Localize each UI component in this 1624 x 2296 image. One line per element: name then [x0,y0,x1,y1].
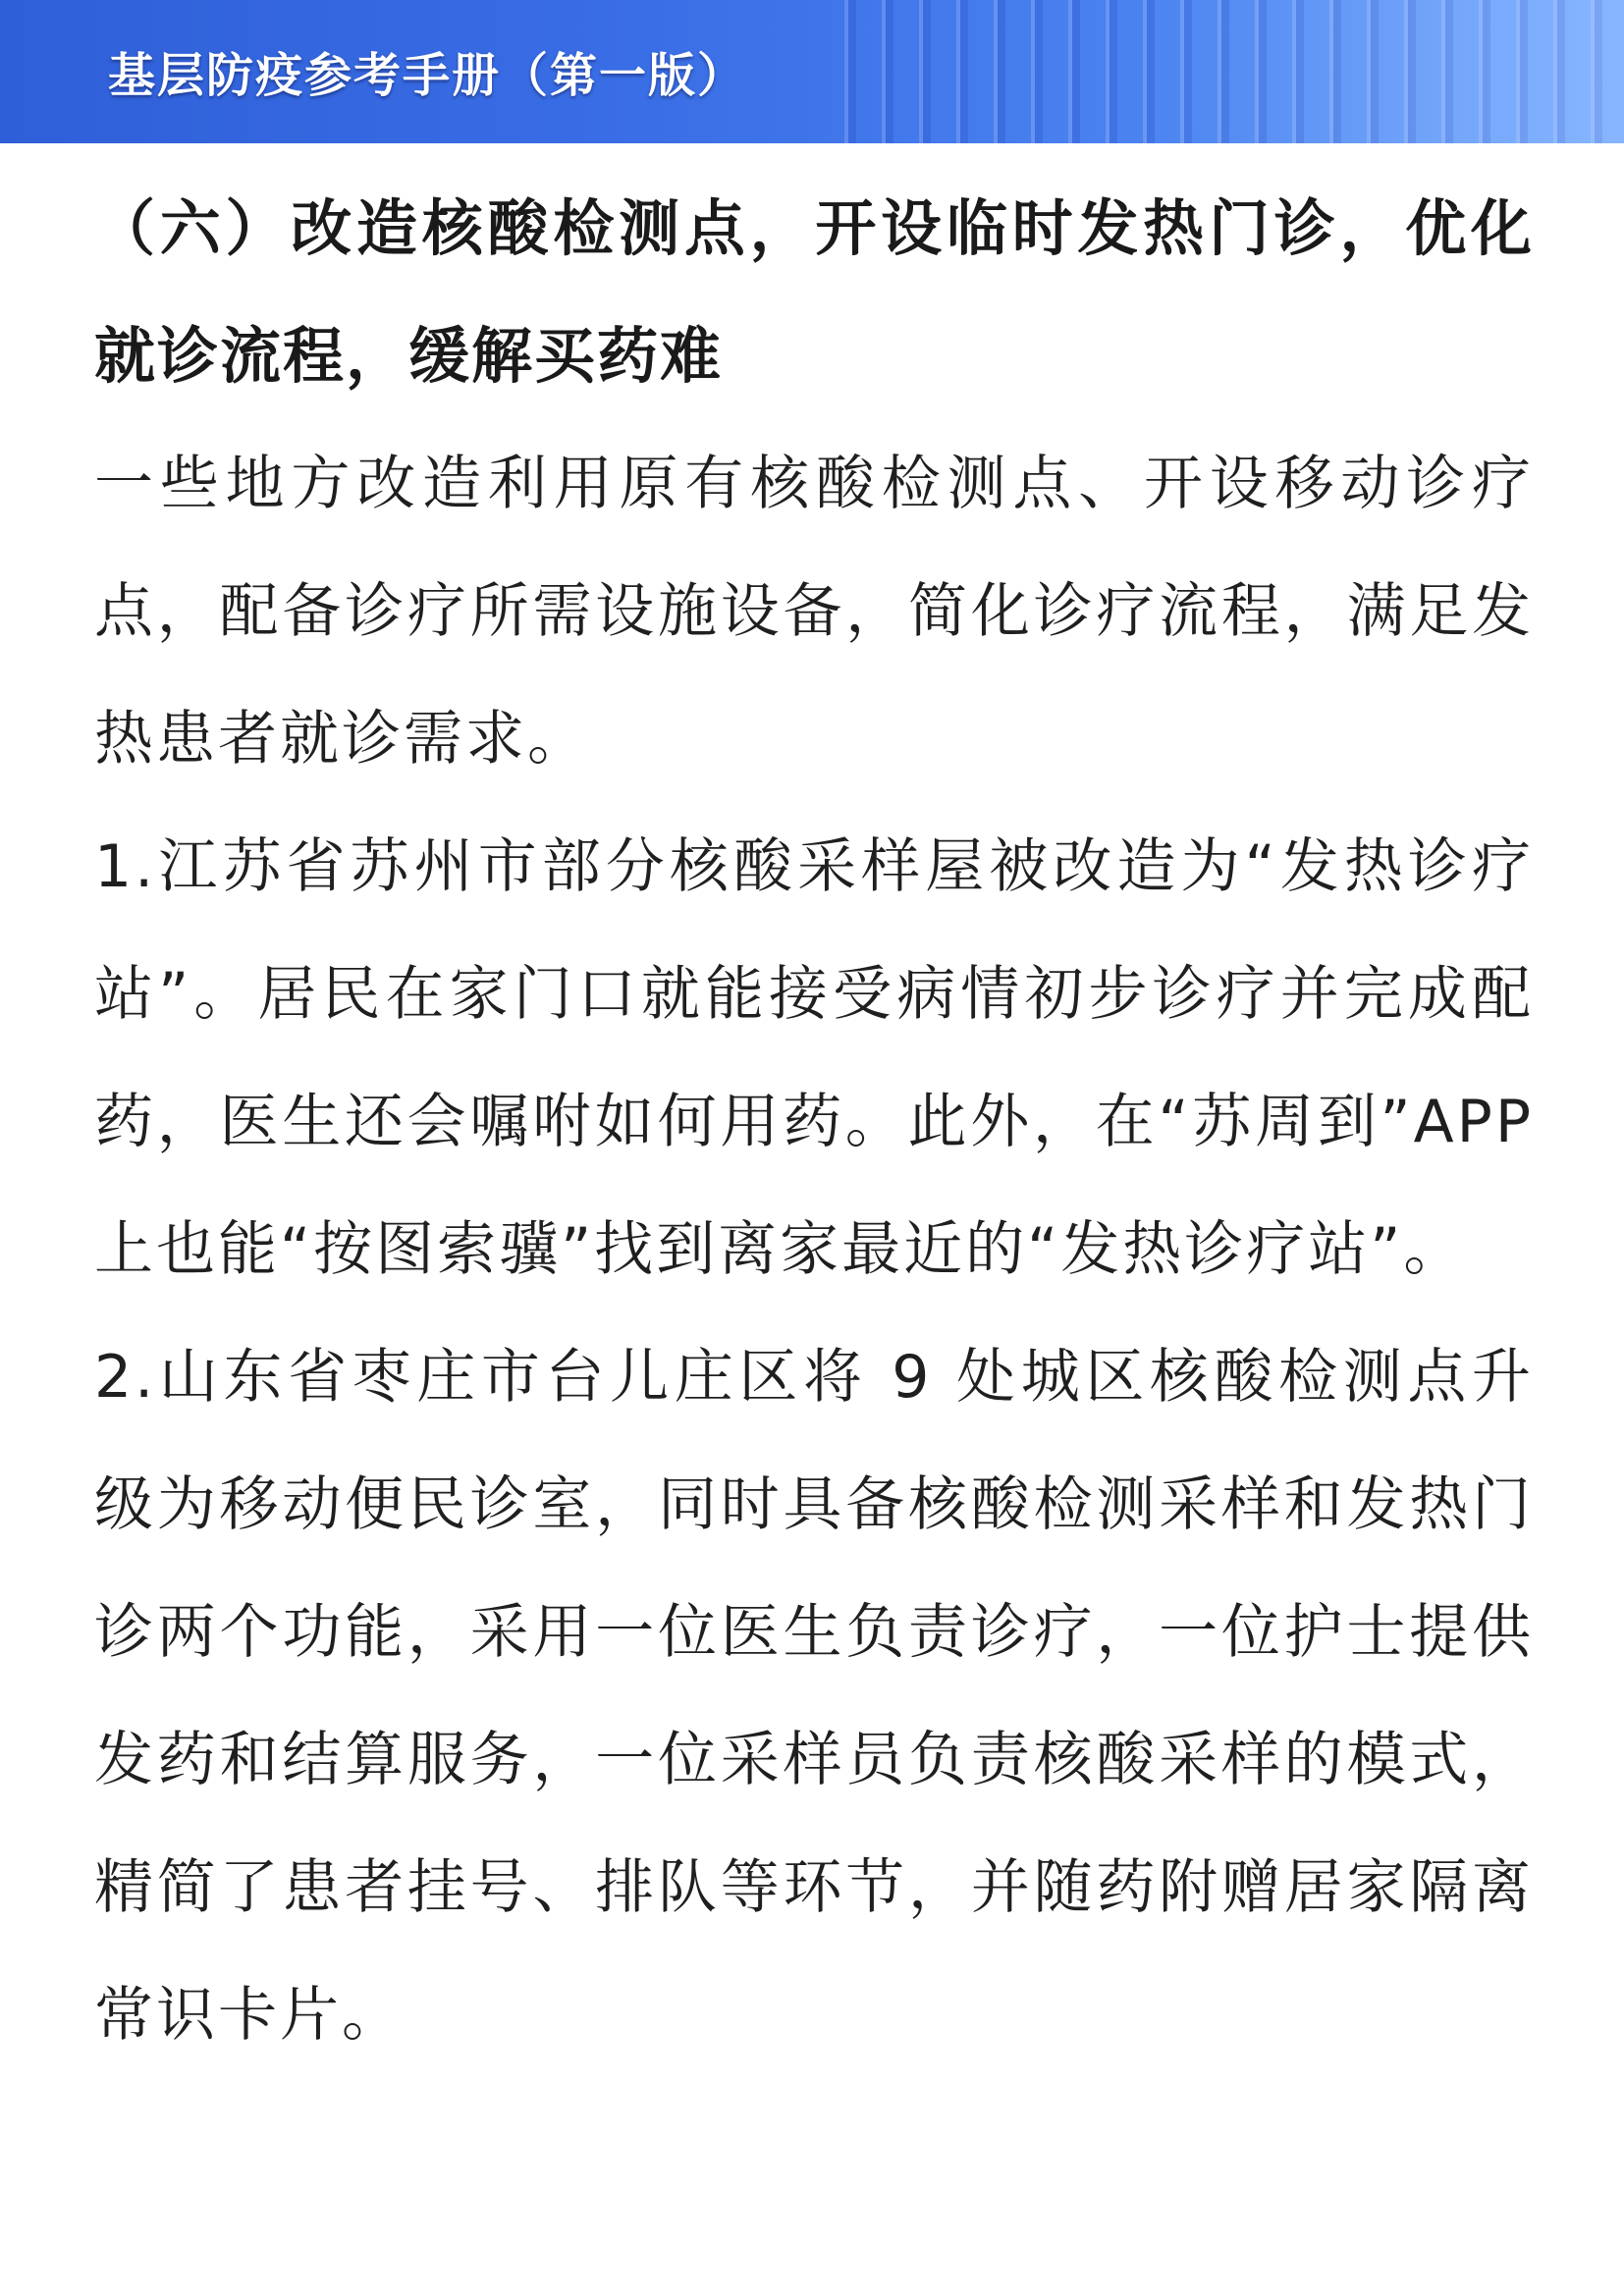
list-item: 2.山东省枣庄市台儿庄区将 9 处城区核酸检测点升级为移动便民诊室，同时具备核酸检测采样和发热门诊两个功能，采用一位医生负责诊疗，一位护士提供发药和结算服务，一位采样员负责核酸采样的模式，精简了患者挂号、排队等环节，并随药附赠居家隔离常识卡片。 [94,1343,1534,2050]
header-glow [1133,0,1624,143]
section-heading: （六）改造核酸检测点，开设临时发热门诊，优化就诊流程，缓解买药难 [94,192,1534,392]
intro-paragraph: 一些地方改造利用原有核酸检测点、开设移动诊疗点，配备诊疗所需设施设备，简化诊疗流程，满足发热患者就诊需求。 [94,450,1534,774]
list-item: 1.江苏省苏州市部分核酸采样屋被改造为“发热诊疗站”。居民在家门口就能接受病情初步诊疗并完成配药，医生还会嘱咐如何用药。此外，在“苏周到”APP 上也能“按图索骥”找到离家最近的“发热诊疗站”。 [94,832,1534,1284]
document-body [94,165,1534,2079]
header-banner [0,0,1624,143]
document-title: 基层防疫参考手册（第一版） [108,48,747,103]
